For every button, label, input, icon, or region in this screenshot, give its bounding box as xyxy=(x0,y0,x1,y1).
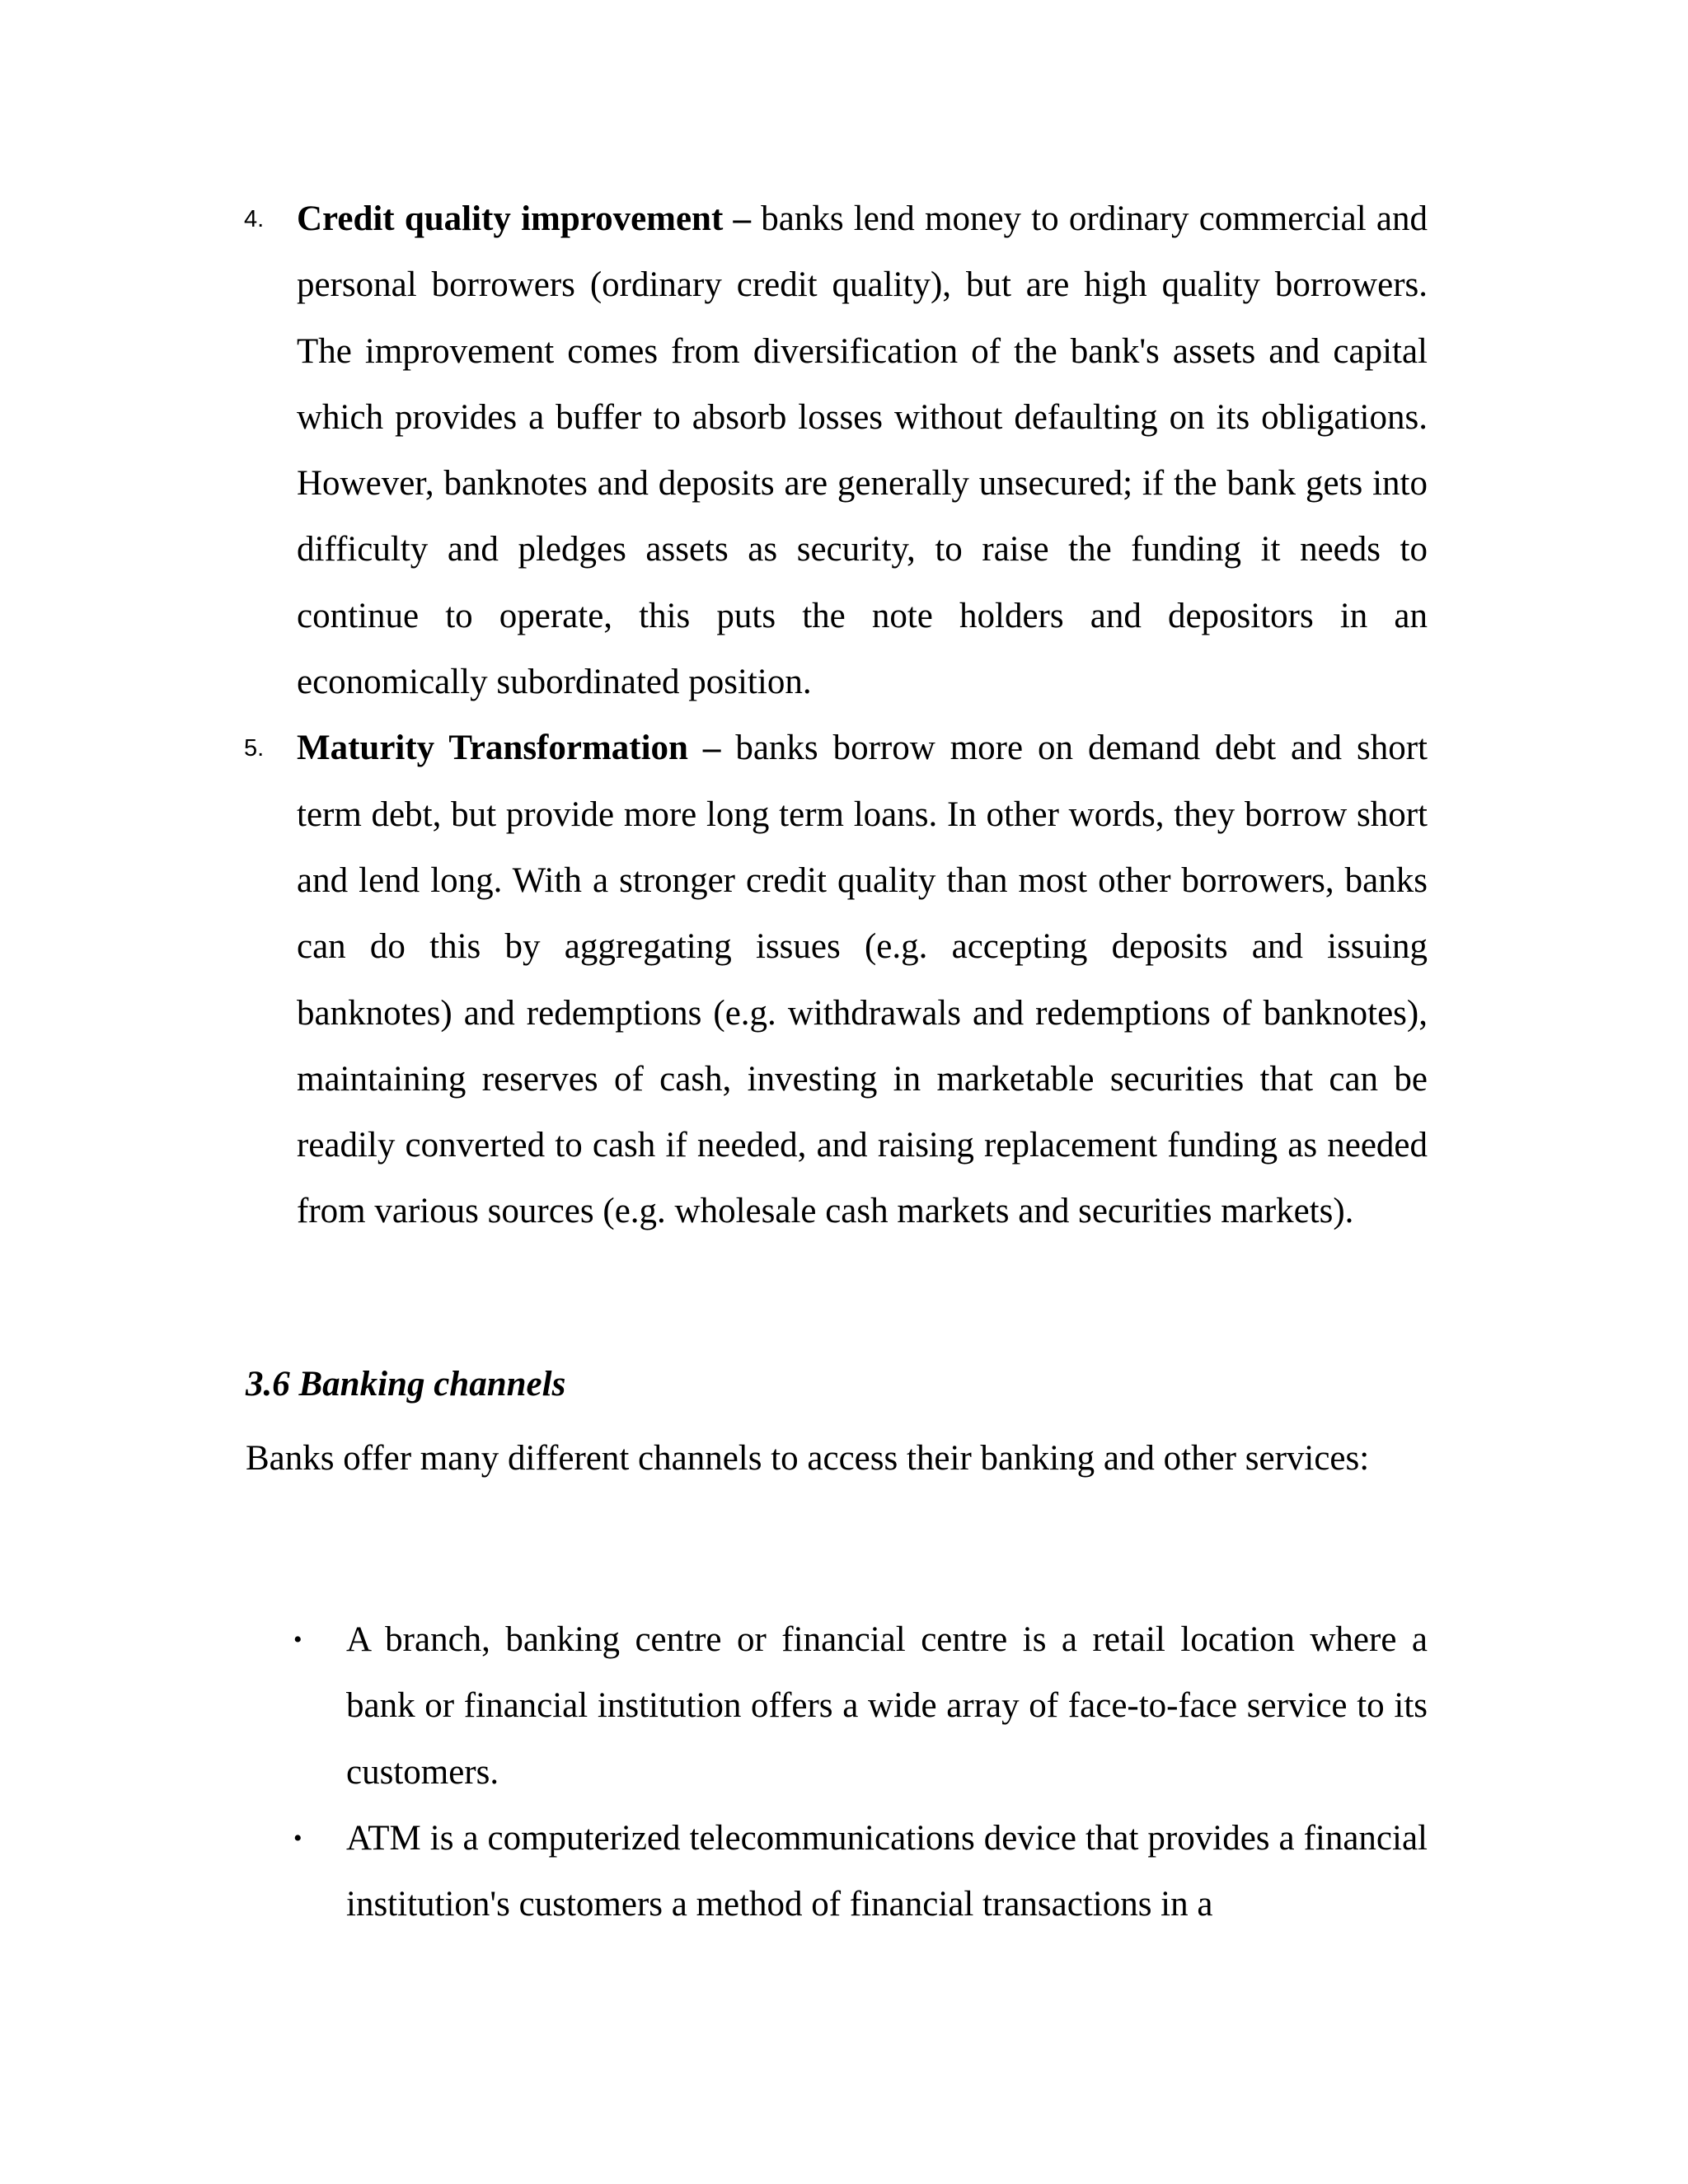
bullet-text: A branch, banking centre or financial centre is a retail location where a bank or financial institution offers a wide array of face-to-face service to its customers. xyxy=(346,1620,1428,1792)
list-item-credit-quality xyxy=(244,186,1428,715)
bullet-icon: • xyxy=(293,1626,302,1653)
numbered-list xyxy=(244,186,1428,1245)
section-heading: 3.6 Banking channels xyxy=(246,1365,566,1404)
list-item-term: Credit quality improvement xyxy=(297,199,724,238)
list-item-text: banks borrow more on demand debt and short term debt, but provide more long term loans. In other words, they borrow short and lend long. With a stronger credit quality than most other borrowers, banks can do this by aggregating issues (e.g. accepting deposits and issuing banknotes) and redemptions (e.g. withdrawals and redemptions of banknotes), maintaining reserves of cash, investing in marketable securities that can be readily converted to cash if needed, and raising replacement funding as needed from various sources (e.g. wholesale cash markets and securities markets). xyxy=(297,729,1428,1231)
term-dash: – xyxy=(702,729,721,768)
bullet-icon: • xyxy=(293,1824,302,1852)
bullet-list xyxy=(293,1607,1428,1938)
list-item-maturity-transformation xyxy=(244,715,1428,1244)
list-item-text: banks lend money to ordinary commercial and personal borrowers (ordinary credit quality), but are high quality borrowers. The improvement comes from diversification of the bank's assets and capital which provides a buffer to absorb losses without defaulting on its obligations. However, banknotes and deposits are generally unsecured; if the bank gets into difficulty and pledges assets as security, to raise the funding it needs to continue to operate, this puts the note holders and depositors in an economically subordinated position. xyxy=(297,199,1428,702)
bullet-text: ATM is a computerized telecommunications device that provides a financial institution's customers a method of financial transactions in a xyxy=(346,1818,1428,1924)
bullet-item-atm xyxy=(293,1806,1428,1938)
bullet-item-branch xyxy=(293,1607,1428,1806)
term-dash: – xyxy=(733,199,752,238)
intro-paragraph: Banks offer many different channels to access their banking and other services: xyxy=(246,1439,1370,1478)
list-item-number: 4. xyxy=(244,206,265,232)
list-item-number: 5. xyxy=(244,735,265,762)
list-item-term: Maturity Transformation xyxy=(297,729,688,768)
